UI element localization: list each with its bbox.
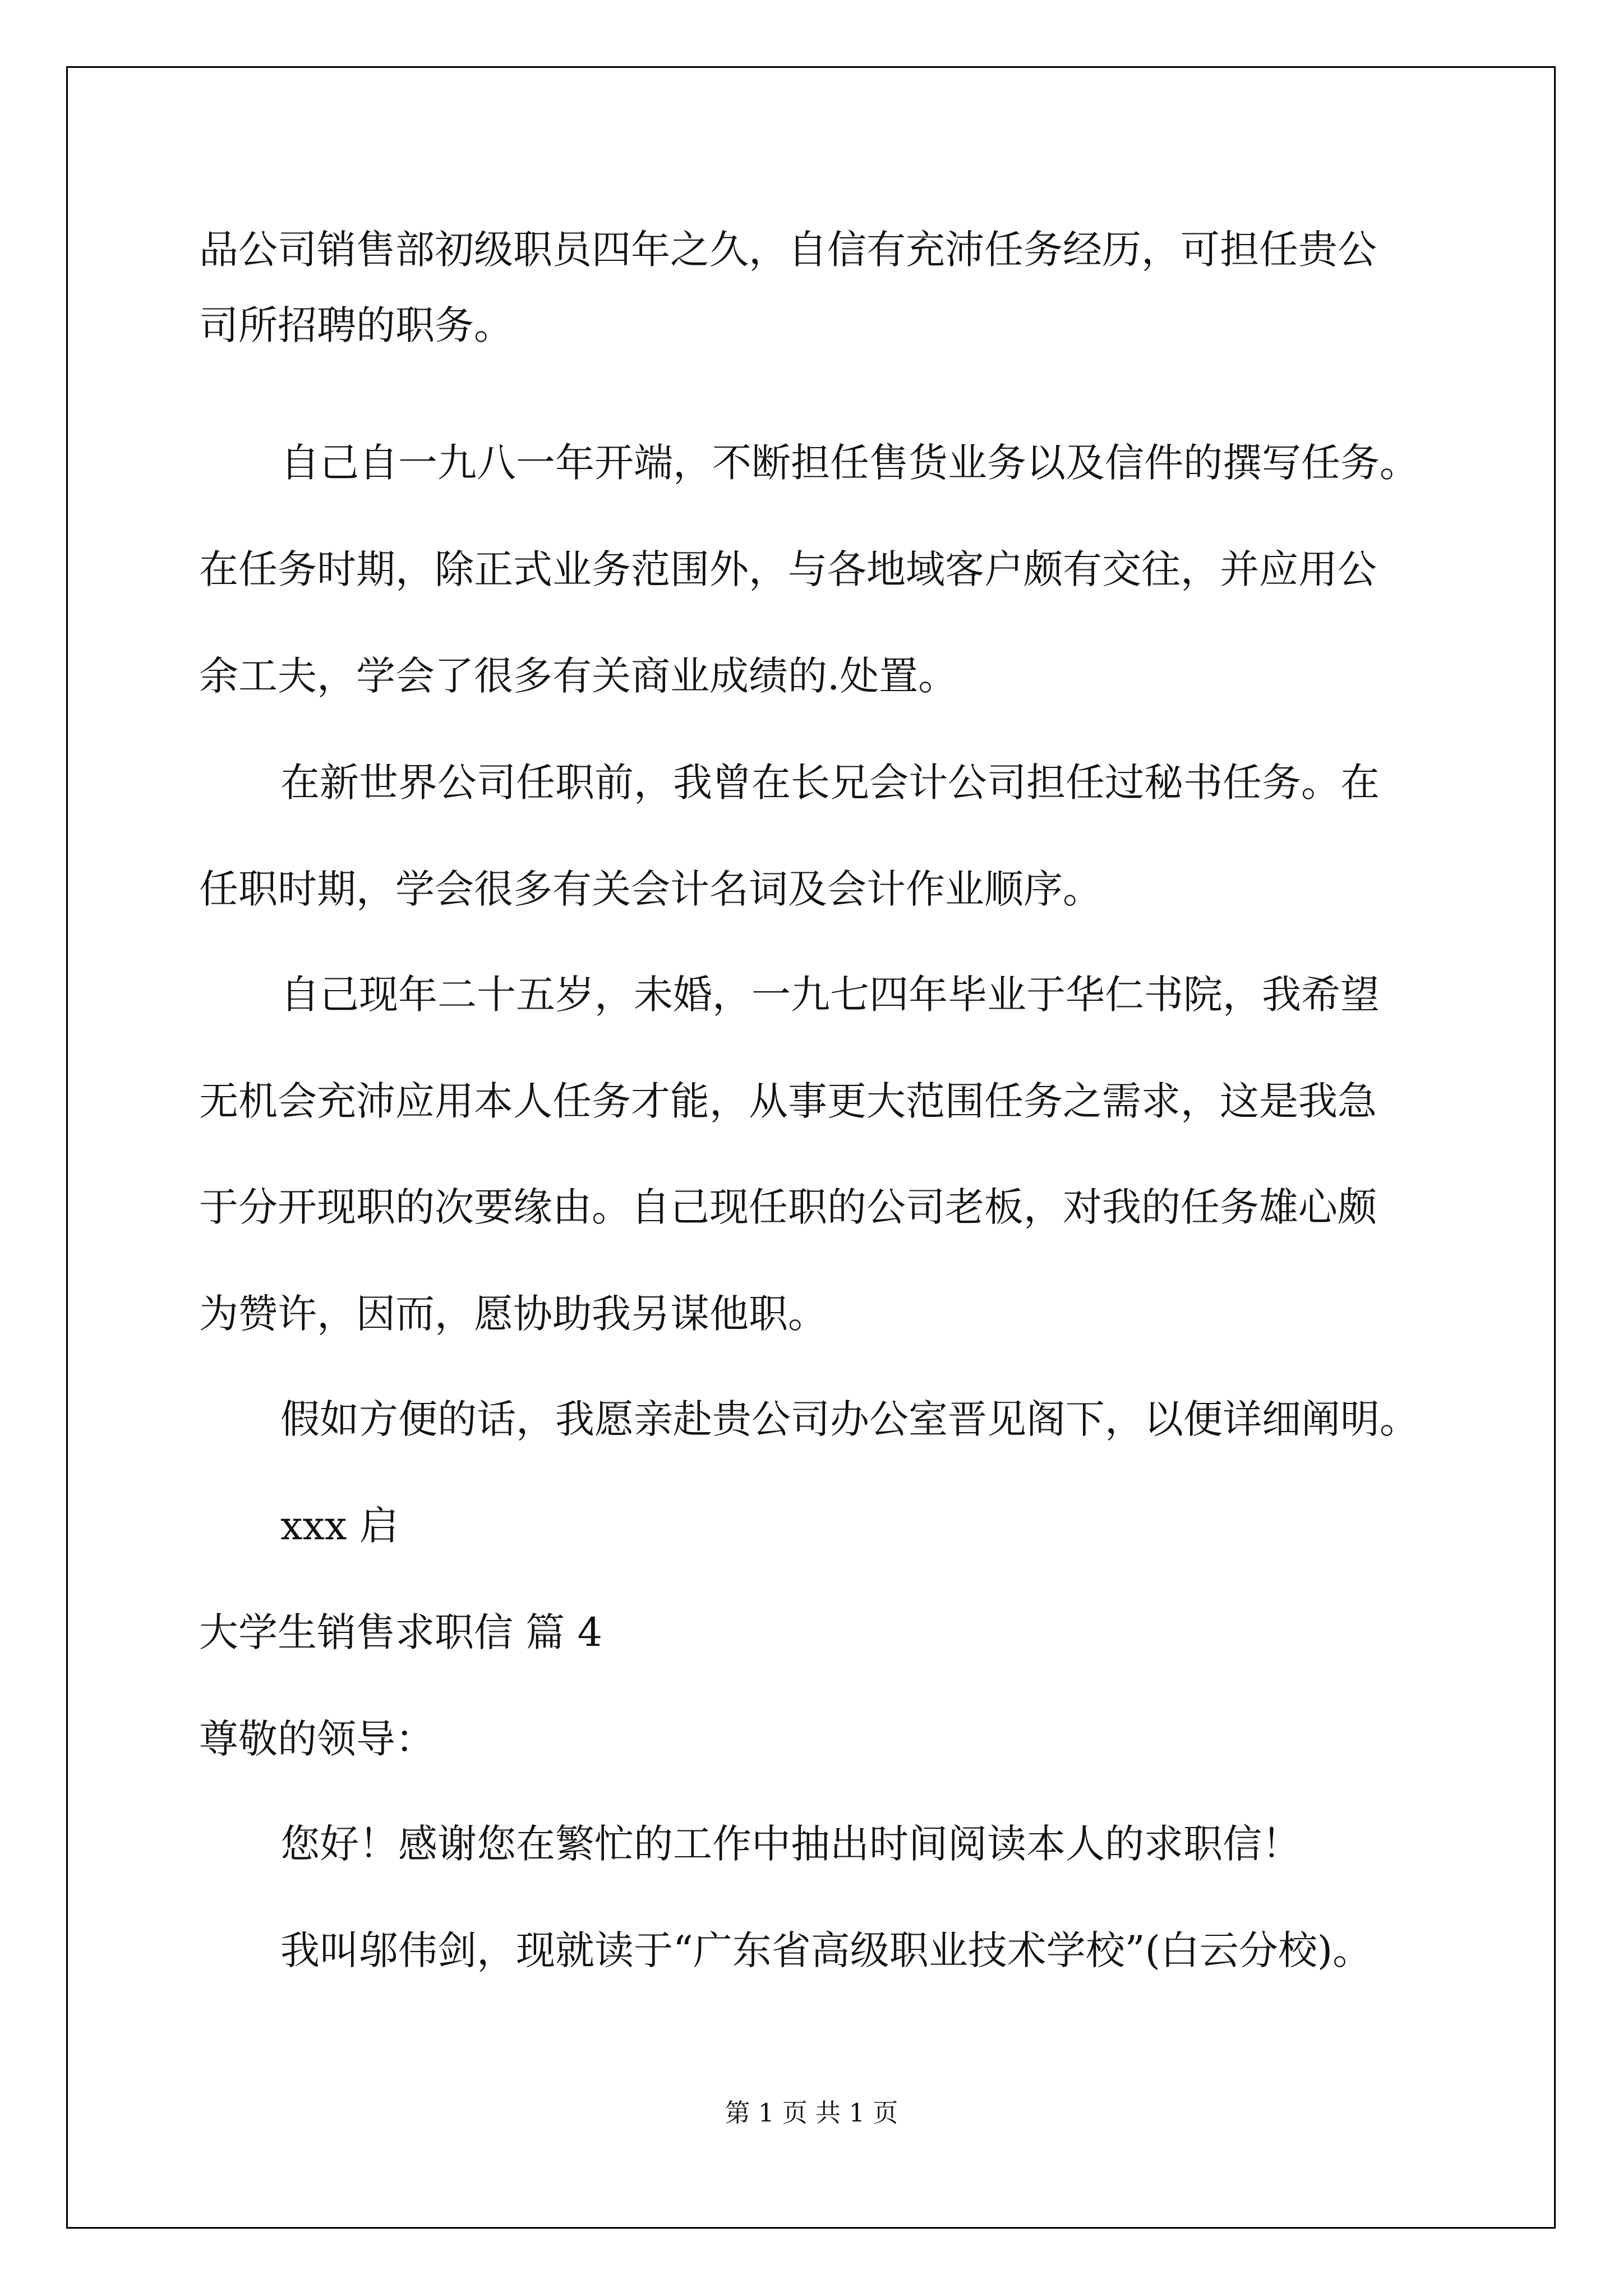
body-line-6: 在新世界公司任职前，我曾在长兄会计公司担任过秘书任务。在 xyxy=(280,760,1380,806)
signature-line: xxx 启 xyxy=(280,1503,399,1549)
body-line-8: 自己现年二十五岁，未婚，一九七四年毕业于华仁书院，我希望 xyxy=(280,972,1380,1018)
body-line-10: 于分开现职的次要缘由。自己现任职的公司老板，对我的任务雄心颇 xyxy=(199,1184,1377,1230)
body-line-12: 假如方便的话，我愿亲赴贵公司办公室晋见阁下，以便详细阐明。 xyxy=(280,1396,1419,1442)
body-line-5: 余工夫，学会了很多有关商业成绩的.处置。 xyxy=(199,653,958,699)
page-border xyxy=(66,66,1556,2229)
body-line-3: 自己自一九八一年开端，不断担任售货业务以及信件的撰写任务。 xyxy=(280,440,1419,486)
body-line-7: 任职时期，学会很多有关会计名词及会计作业顺序。 xyxy=(199,866,1102,912)
body-line-2: 司所招聘的职务。 xyxy=(199,302,513,348)
section-heading: 大学生销售求职信 篇 4 xyxy=(199,1609,603,1655)
page-footer: 第 1 页 共 1 页 xyxy=(725,2098,898,2128)
body-line-1: 品公司销售部初级职员四年之久，自信有充沛任务经历，可担任贵公 xyxy=(199,227,1377,273)
body-line-11: 为赞许，因而，愿协助我另谋他职。 xyxy=(199,1291,827,1337)
body-line-17: 我叫邬伟剑，现就读于“广东省高级职业技术学校”(白云分校)。 xyxy=(280,1927,1372,1973)
body-line-16: 您好！感谢您在繁忙的工作中抽出时间阅读本人的求职信！ xyxy=(280,1821,1301,1867)
body-line-4: 在任务时期，除正式业务范围外，与各地域客户颇有交往，并应用公 xyxy=(199,546,1377,592)
body-line-9: 无机会充沛应用本人任务才能，从事更大范围任务之需求，这是我急 xyxy=(199,1078,1377,1124)
salutation: 尊敬的领导： xyxy=(199,1716,435,1762)
